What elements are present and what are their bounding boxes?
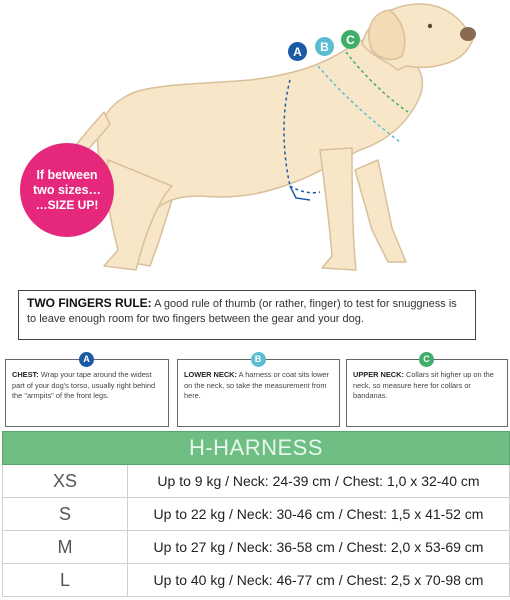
- dog-drawing: [0, 0, 510, 280]
- dog-illustration: [0, 0, 510, 280]
- spec-cell: Up to 22 kg / Neck: 30-46 cm / Chest: 1,5 x 41-52 cm: [128, 498, 510, 531]
- marker-c: C: [341, 30, 360, 49]
- measure-box-upper-neck: [346, 354, 508, 427]
- measure-title: LOWER NECK:: [184, 370, 237, 379]
- measure-text: Wrap your tape around the widest part of your dog's torso, usually right behind the "armpits" of the front legs.: [12, 370, 156, 400]
- table-row: [3, 498, 510, 531]
- measure-box-lower-neck: [177, 354, 340, 427]
- measure-title: CHEST:: [12, 370, 39, 379]
- table-row: [3, 465, 510, 498]
- nose-icon: [460, 27, 476, 41]
- table-row: [3, 531, 510, 564]
- size-up-badge: [20, 143, 114, 237]
- spec-cell: Up to 27 kg / Neck: 36-58 cm / Chest: 2,0 x 53-69 cm: [128, 531, 510, 564]
- table-row: [3, 564, 510, 597]
- badge-line-3: …SIZE UP!: [35, 197, 99, 212]
- spec-cell: Up to 9 kg / Neck: 24-39 cm / Chest: 1,0 x 32-40 cm: [128, 465, 510, 498]
- rule-title: TWO FINGERS RULE:: [27, 296, 152, 310]
- marker-b: B: [315, 37, 334, 56]
- rule-text: A good rule of thumb (or rather, finger) to test for snuggness is to leave enough room for two fingers between the gear and your dog.: [27, 298, 457, 325]
- badge-line-2: two sizes…: [32, 182, 102, 197]
- table-header: H-HARNESS: [3, 432, 510, 465]
- two-fingers-rule-box: [18, 290, 476, 340]
- size-cell: XS: [3, 465, 128, 498]
- spec-cell: Up to 40 kg / Neck: 46-77 cm / Chest: 2,5 x 70-98 cm: [128, 564, 510, 597]
- lower-neck-marker-icon: B: [251, 352, 266, 367]
- size-cell: L: [3, 564, 128, 597]
- upper-neck-marker-icon: C: [419, 352, 434, 367]
- measure-box-chest: [5, 354, 169, 427]
- measure-text: A harness or coat sits lower on the neck, so take the measurement from here.: [184, 370, 329, 400]
- measure-text: Collars sit higher up on the neck, so measure here for collars or bandanas.: [353, 370, 494, 400]
- eye-icon: [428, 24, 432, 28]
- measure-title: UPPER NECK:: [353, 370, 404, 379]
- size-table: [2, 431, 510, 597]
- size-cell: M: [3, 531, 128, 564]
- chest-marker-icon: A: [79, 352, 94, 367]
- size-cell: S: [3, 498, 128, 531]
- badge-line-1: If between: [36, 167, 98, 182]
- marker-a: A: [288, 42, 307, 61]
